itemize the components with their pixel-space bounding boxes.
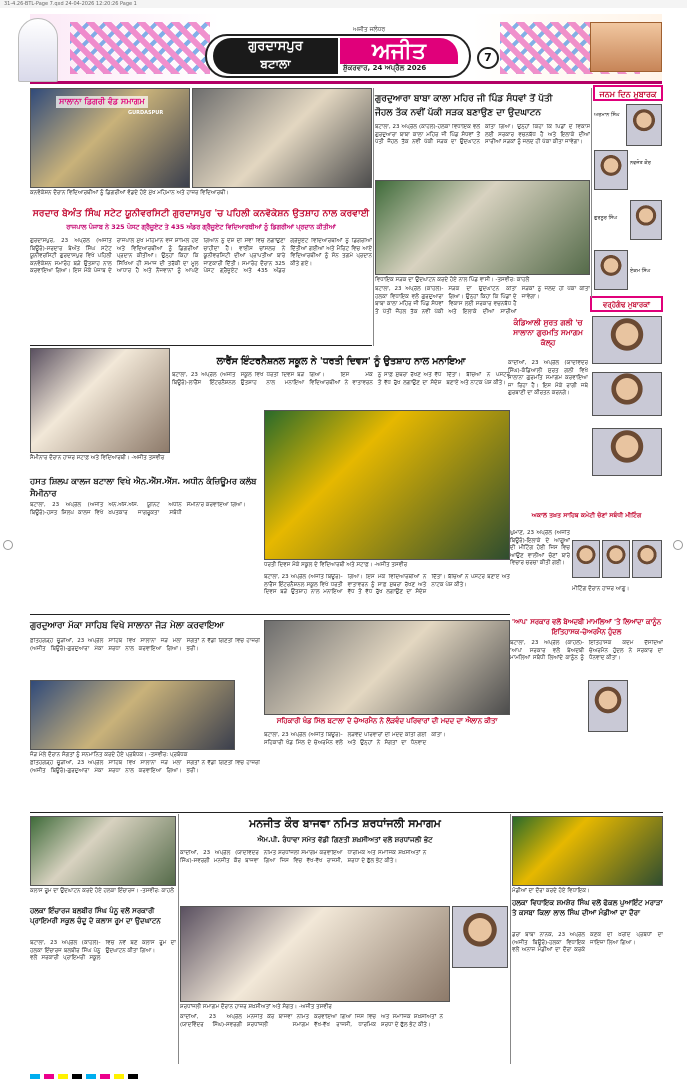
photo-banner-2: GURDASPUR bbox=[128, 110, 164, 116]
cooperative-body: ਬਟਾਲਾ, 23 ਅਪ੍ਰੈਲ (ਅਜੀਤ ਬਿਊਰੋ)-ਸਹਿਕਾਰੀ ਖੰਡ ਮਿੱਲ ਦੇ ਚੇਅਰਮੈਨ ਵਲੋਂ ਲੋੜਵੰਦ ਪਰਿਵਾਰਾਂ ਦੀ ਮਦਦ ਕੀਤੀ ਗਈ ਅਤੇ ਉਨ੍ਹਾਂ ਨੇ ਸੰਗਤਾਂ ਦਾ ਧੰਨਵਾਦ ਕੀਤਾ। bbox=[264, 732, 446, 746]
earth-day-body: ਬਟਾਲਾ, 23 ਅਪ੍ਰੈਲ (ਅਜੀਤ ਬਿਊਰੋ)-ਲਾਰੈਂਸ ਇੰਟਰਨੈਸ਼ਨਲ ਸਕੂਲ ਵਿਖੇ ਧਰਤੀ ਦਿਵਸ ਬੜੇ ਉਤਸ਼ਾਹ ਨਾਲ ਮਨਾਇਆ ਗਿਆ। ਇਸ ਮੌਕੇ ਵਿਦਿਆਰਥੀਆਂ ਨੇ ਵਾਤਾਵਰਨ ਨੂੰ ਸਾਫ਼ ਸੁਥਰਾ ਰੱਖਣ ਅਤੇ ਵੱਧ ਤੋਂ ਵੱਧ ਰੁੱਖ ਲਗਾਉਣ ਦਾ ਸੰਦੇਸ਼ ਦਿੱਤਾ। ਬੱਚਿਆਂ ਨੇ ਪੋਸਟਰ ਬਣਾਏ ਅਤੇ ਨਾਟਕ ਪੇਸ਼ ਕੀਤੇ। bbox=[172, 372, 510, 386]
classroom-headline: ਹਲਕਾ ਇੰਚਾਰਜ ਬਲਬੀਰ ਸਿੰਘ ਪੰਨੂ ਵਲੋਂ ਸਰਕਾਰੀ ਪ੍ਰਾਇਮਰੀ ਸਕੂਲ ਚੰਦੂ ਦੇ ਕਲਾਸ ਰੂਮ ਦਾ ਉਦਘਾਟਨ bbox=[30, 906, 161, 925]
earth-day-body-cont: ਬਟਾਲਾ, 23 ਅਪ੍ਰੈਲ (ਅਜੀਤ ਬਿਊਰੋ)-ਲਾਰੈਂਸ ਇੰਟਰਨੈਸ਼ਨਲ ਸਕੂਲ ਵਿਖੇ ਧਰਤੀ ਦਿਵਸ ਬੜੇ ਉਤਸ਼ਾਹ ਨਾਲ ਮਨਾਇਆ ਗਿਆ। ਇਸ ਮੌਕੇ ਵਿਦਿਆਰਥੀਆਂ ਨੇ ਵਾਤਾਵਰਨ ਨੂੰ ਸਾਫ਼ ਸੁਥਰਾ ਰੱਖਣ ਅਤੇ ਵੱਧ ਤੋਂ ਵੱਧ ਰੁੱਖ ਲਗਾਉਣ ਦਾ ਸੰਦੇਸ਼ ਦਿੱਤਾ। ਬੱਚਿਆਂ ਨੇ ਪੋਸਟਰ ਬਣਾਏ ਅਤੇ ਨਾਟਕ ਪੇਸ਼ ਕੀਤੇ। bbox=[264, 574, 510, 596]
jor-mela-photo bbox=[30, 680, 235, 750]
crop-mark-icon bbox=[3, 540, 13, 550]
gurmat-headline: ਕੰਡਿਆਲੀ ਸੁਰਤ ਗਲੀ 'ਚ ਸਾਲਾਨਾ ਗੁਰਮਤਿ ਸਮਾਗਮ ਕੱਲ੍ਹ bbox=[513, 318, 583, 347]
earth-day-headline: ਲਾਰੈਂਸ ਇੰਟਰਨੈਸ਼ਨਲ ਸਕੂਲ ਨੇ 'ਧਰਤੀ ਦਿਵਸ' ਨੂੰ ਉਤਸ਼ਾਹ ਨਾਲ ਮਨਾਇਆ bbox=[216, 356, 466, 367]
portrait-photo bbox=[452, 906, 508, 968]
classroom-body: ਬਟਾਲਾ, 23 ਅਪ੍ਰੈਲ (ਕਾਹਲੋਂ)-ਹਲਕਾ ਇੰਚਾਰਜ ਬਲਬੀਰ ਸਿੰਘ ਪੰਨੂ ਵਲੋਂ ਸਰਕਾਰੀ ਪ੍ਰਾਇਮਰੀ ਸਕੂਲ ਵਿਚ ਨਵੇਂ ਬਣੇ ਕਲਾਸ ਰੂਮ ਦਾ ਉਦਘਾਟਨ ਕੀਤਾ ਗਿਆ। bbox=[30, 940, 176, 962]
child-photo bbox=[594, 150, 628, 190]
classroom-photo bbox=[30, 816, 176, 886]
logo-tagline: ਅਜੀਤ ਜਲੰਧਰ bbox=[353, 26, 386, 33]
shardhanjali-headline: ਮਨਜੀਤ ਕੌਰ ਬਾਜਵਾ ਨਮਿਤ ਸ਼ਰਧਾਂਜਲੀ ਸਮਾਗਮ bbox=[249, 817, 441, 830]
shardhanjali-caption: ਸ਼ਰਧਾਂਜਲੀ ਸਮਾਗਮ ਦੌਰਾਨ ਹਾਜ਼ਰ ਸ਼ਖ਼ਸੀਅਤਾਂ ਅਤੇ ਸੰਗਤ। -ਅਜੀਤ ਤਸਵੀਰ bbox=[180, 1004, 332, 1010]
jor-mela-body-cont: ਫ਼ਤਿਹਗੜ੍ਹ ਚੂੜੀਆਂ, 23 ਅਪ੍ਰੈਲ (ਅਜੀਤ ਬਿਊਰੋ)-ਗੁਰਦੁਆਰਾ ਮੱਕਾ ਸਾਹਿਬ ਵਿਖੇ ਸਾਲਾਨਾ ਜੋੜ ਮੇਲਾ ਸ਼ਰਧਾ ਨਾਲ ਕਰਵਾਇਆ ਗਿਆ। ਸੰਗਤਾਂ ਨੇ ਵੱਡੀ ਗਿਣਤੀ ਵਿਚ ਹਾਜ਼ਰੀ ਭਰੀ। bbox=[30, 760, 260, 774]
color-registration-bar bbox=[30, 1072, 663, 1080]
heritage-building-icon bbox=[590, 22, 662, 72]
earth-day-photo bbox=[264, 410, 510, 560]
date-line: ਸ਼ੁੱਕਰਵਾਰ, 24 ਅਪ੍ਰੈਲ 2026 bbox=[343, 64, 427, 72]
chairman-photo bbox=[588, 680, 628, 732]
birthday-entry: ਗੁਰਨੂਰ ਸਿੰਘ bbox=[594, 215, 618, 221]
birthday-entry: ਨਵਜੋਤ ਕੌਰ bbox=[630, 160, 651, 166]
road-headline: ਗੁਰਦੁਆਰਾ ਬਾਬਾ ਕਾਲਾ ਮਹਿਰ ਜੀ ਪਿੰਡ ਸੰਧਵਾਂ ਤੋਂ ਪੱਤੀ ਜੌਹਲ ਤੱਕ ਨਵੀਂ ਪੱਕੀ ਸੜਕ ਬਣਾਉਣ ਦਾ ਉਦਘਾਟਨ bbox=[375, 94, 553, 118]
shardhanjali-photo bbox=[180, 906, 450, 1002]
divider bbox=[30, 614, 510, 615]
road-photo bbox=[375, 180, 590, 275]
road-body-cont: ਬਟਾਲਾ, 23 ਅਪ੍ਰੈਲ (ਕਾਹਲੋਂ)-ਹਲਕਾ ਵਿਧਾਇਕ ਵਲੋਂ ਗੁਰਦੁਆਰਾ ਬਾਬਾ ਕਾਲਾ ਮਹਿਰ ਜੀ ਪਿੰਡ ਸੰਧਵਾਂ ਤੋਂ ਪੱਤੀ ਜੌਹਲ ਤੱਕ ਨਵੀਂ ਪੱਕੀ ਸੜਕ ਦਾ ਉਦਘਾਟਨ ਕੀਤਾ ਗਿਆ। ਉਨ੍ਹਾਂ ਕਿਹਾ ਕਿ ਪਿੰਡਾਂ ਦੇ ਵਿਕਾਸ ਲਈ ਸਰਕਾਰ ਵਚਨਬੱਧ ਹੈ ਅਤੇ ਇਲਾਕੇ ਦੀਆਂ ਸਾਰੀਆਂ ਸੜਕਾਂ ਨੂੰ ਜਲਦ ਹੀ ਪੱਕਾ ਕੀਤਾ ਜਾਵੇਗਾ। bbox=[375, 286, 590, 315]
road-body: ਬਟਾਲਾ, 23 ਅਪ੍ਰੈਲ (ਕਾਹਲੋਂ)-ਹਲਕਾ ਵਿਧਾਇਕ ਵਲੋਂ ਗੁਰਦੁਆਰਾ ਬਾਬਾ ਕਾਲਾ ਮਹਿਰ ਜੀ ਪਿੰਡ ਸੰਧਵਾਂ ਤੋਂ ਪੱਤੀ ਜੌਹਲ ਤੱਕ ਨਵੀਂ ਪੱਕੀ ਸੜਕ ਦਾ ਉਦਘਾਟਨ ਕੀਤਾ ਗਿਆ। ਉਨ੍ਹਾਂ ਕਿਹਾ ਕਿ ਪਿੰਡਾਂ ਦੇ ਵਿਕਾਸ ਲਈ ਸਰਕਾਰ ਵਚਨਬੱਧ ਹੈ ਅਤੇ ਇਲਾਕੇ ਦੀਆਂ ਸਾਰੀਆਂ ਸੜਕਾਂ ਨੂੰ ਜਲਦ ਹੀ ਪੱਕਾ ਕੀਤਾ ਜਾਵੇਗਾ। bbox=[375, 124, 590, 146]
jor-mela-caption: ਜੋੜ ਮੇਲੇ ਦੌਰਾਨ ਸੰਗਤਾਂ ਨੂੰ ਸਨਮਾਨਿਤ ਕਰਦੇ ਹੋਏ ਪ੍ਰਬੰਧਕ। -ਤਸਵੀਰ: ਪ੍ਰਬੰਧਕ bbox=[30, 752, 188, 758]
shardhanjali-body: ਕਾਦੀਆਂ, 23 ਅਪ੍ਰੈਲ (ਯਾਦਵਿੰਦਰ ਸਿੰਘ)-ਸਵਰਗੀ ਮਨਜੀਤ ਕੌਰ ਬਾਜਵਾ ਨਮਿਤ ਸ਼ਰਧਾਂਜਲੀ ਸਮਾਗਮ ਕਰਵਾਇਆ ਗਿਆ ਜਿਸ ਵਿਚ ਵੱਖ-ਵੱਖ ਰਾਜਸੀ, ਧਾਰਮਿਕ ਅਤੇ ਸਮਾਜਿਕ ਸ਼ਖ਼ਸੀਅਤਾਂ ਨੇ ਸ਼ਰਧਾ ਦੇ ਫੁੱਲ ਭੇਟ ਕੀਤੇ। bbox=[180, 850, 427, 864]
column-rule bbox=[178, 814, 179, 1064]
edition-name: ਗੁਰਦਾਸਪੁਰ ਬਟਾਲਾ bbox=[213, 38, 338, 74]
mandi-caption: ਮੰਡੀਆਂ ਦਾ ਦੌਰਾ ਕਰਦੇ ਹੋਏ ਵਿਧਾਇਕ। bbox=[512, 888, 590, 894]
crop-mark-icon bbox=[673, 540, 683, 550]
seminar-headline: ਹਸਤ ਸ਼ਿਲਪ ਕਾਲਜ ਬਟਾਲਾ ਵਿਖੇ ਐਨ.ਐੱਸ.ਐੱਸ. ਅਧੀਨ ਕੰਜ਼ਿਊਮਰ ਕਲੱਬ ਸੈਮੀਨਾਰ bbox=[30, 476, 257, 498]
column-rule bbox=[373, 88, 374, 346]
couple-photo bbox=[592, 372, 662, 416]
seminar-photo bbox=[30, 348, 170, 453]
golden-temple-icon bbox=[18, 18, 58, 82]
birthday-entry: ਏਕਮ ਸਿੰਘ bbox=[630, 268, 651, 274]
aap-headline: 'ਆਪ' ਸਰਕਾਰ ਵਲੋਂ ਬੇਅਦਬੀ ਮਾਮਲਿਆਂ 'ਤੇ ਲਿਆਂਦਾ ਕਾਨੂੰਨ ਇਤਿਹਾਸਕ-ਚੇਅਰਮੈਨ ਹੁੰਦਲ bbox=[511, 618, 662, 636]
jor-mela-headline: ਗੁਰਦੁਆਰਾ ਮੱਕਾ ਸਾਹਿਬ ਵਿਖੇ ਸਾਲਾਨਾ ਜੋੜ ਮੇਲਾ ਕਰਵਾਇਆ bbox=[30, 621, 224, 631]
paper-name: ਅਜੀਤ bbox=[340, 38, 458, 64]
anniversary-heading: ਵਰ੍ਹੇਗੰਢ ਮੁਬਾਰਕਾਂ bbox=[590, 296, 663, 312]
child-photo bbox=[630, 200, 662, 240]
birthday-heading: ਜਨਮ ਦਿਨ ਮੁਬਾਰਕ bbox=[593, 85, 663, 101]
page-number: 7 bbox=[477, 47, 499, 69]
mandi-photo bbox=[512, 816, 663, 886]
child-photo bbox=[594, 250, 628, 290]
couple-photo bbox=[592, 428, 662, 476]
crop-body: ਡੇਰਾ ਬਾਬਾ ਨਾਨਕ, 23 ਅਪ੍ਰੈਲ (ਅਜੀਤ ਬਿਊਰੋ)-ਹਲਕਾ ਵਿਧਾਇਕ ਵਲੋਂ ਅਨਾਜ ਮੰਡੀਆਂ ਦਾ ਦੌਰਾ ਕਰਕੇ ਕਣਕ ਦੀ ਖ਼ਰੀਦ ਪ੍ਰਬੰਧਾਂ ਦਾ ਜਾਇਜ਼ਾ ਲਿਆ ਗਿਆ। bbox=[512, 932, 663, 954]
earth-day-caption: ਧਰਤੀ ਦਿਵਸ ਮੌਕੇ ਸਕੂਲ ਦੇ ਵਿਦਿਆਰਥੀ ਅਤੇ ਸਟਾਫ਼। -ਅਜੀਤ ਤਸਵੀਰ bbox=[264, 562, 408, 568]
divider bbox=[30, 345, 372, 346]
election-caption: ਮੀਟਿੰਗ ਦੌਰਾਨ ਹਾਜ਼ਰ ਆਗੂ। bbox=[572, 586, 630, 592]
shardhanjali-subheadline: ਐਮ.ਪੀ. ਰੰਧਾਵਾ ਸਮੇਤ ਵੱਡੀ ਗਿਣਤੀ ਸ਼ਖ਼ਸੀਅਤਾਂ ਵਲੋਂ ਸ਼ਰਧਾਂਜਲੀ ਭੇਟ bbox=[257, 836, 433, 844]
classroom-caption: ਕਲਾਸ ਰੂਮ ਦਾ ਉਦਘਾਟਨ ਕਰਦੇ ਹੋਏ ਹਲਕਾ ਇੰਚਾਰਜ। -ਤਸਵੀਰ: ਕਾਹਲੋਂ bbox=[30, 888, 174, 894]
paper-logo bbox=[205, 26, 471, 78]
photo-banner: ਸਾਲਾਨਾ ਡਿਗਰੀ ਵੰਡ ਸਮਾਗਮ bbox=[56, 96, 148, 108]
election-body: ਘੁਮਾਣ, 23 ਅਪ੍ਰੈਲ (ਅਜੀਤ ਬਿਊਰੋ)-ਇਲਾਕੇ ਦੇ ਆਗੂਆਂ ਦੀ ਮੀਟਿੰਗ ਹੋਈ ਜਿਸ ਵਿਚ ਆਉਣ ਵਾਲੀਆਂ ਚੋਣਾਂ ਬਾਰੇ ਵਿਚਾਰ ਚਰਚਾ ਕੀਤੀ ਗਈ। bbox=[510, 530, 570, 567]
shardhanjali-body-cont: ਕਾਦੀਆਂ, 23 ਅਪ੍ਰੈਲ (ਯਾਦਵਿੰਦਰ ਸਿੰਘ)-ਸਵਰਗੀ ਮਨਜੀਤ ਕੌਰ ਬਾਜਵਾ ਨਮਿਤ ਸ਼ਰਧਾਂਜਲੀ ਸਮਾਗਮ ਕਰਵਾਇਆ ਗਿਆ ਜਿਸ ਵਿਚ ਵੱਖ-ਵੱਖ ਰਾਜਸੀ, ਧਾਰਮਿਕ ਅਤੇ ਸਮਾਜਿਕ ਸ਼ਖ਼ਸੀਅਤਾਂ ਨੇ ਸ਼ਰਧਾ ਦੇ ਫੁੱਲ ਭੇਟ ਕੀਤੇ। bbox=[180, 1014, 443, 1028]
jor-mela-body: ਫ਼ਤਿਹਗੜ੍ਹ ਚੂੜੀਆਂ, 23 ਅਪ੍ਰੈਲ (ਅਜੀਤ ਬਿਊਰੋ)-ਗੁਰਦੁਆਰਾ ਮੱਕਾ ਸਾਹਿਬ ਵਿਖੇ ਸਾਲਾਨਾ ਜੋੜ ਮੇਲਾ ਸ਼ਰਧਾ ਨਾਲ ਕਰਵਾਇਆ ਗਿਆ। ਸੰਗਤਾਂ ਨੇ ਵੱਡੀ ਗਿਣਤੀ ਵਿਚ ਹਾਜ਼ਰੀ ਭਰੀ। bbox=[30, 638, 260, 652]
print-strip: 31-4.26-BTL-Page 7.qxd 24-04-2026 12:20:26 Page 1 bbox=[0, 0, 687, 8]
person-photo bbox=[572, 540, 600, 578]
gurmat-body: ਕਾਦੀਆਂ, 23 ਅਪ੍ਰੈਲ (ਯਾਦਵਿੰਦਰ ਸਿੰਘ)-ਕੰਡਿਆਲੀ ਸੁਰਤ ਗਲੀ ਵਿਖੇ ਸਾਲਾਨਾ ਗੁਰਮਤਿ ਸਮਾਗਮ ਕਰਵਾਇਆ ਜਾ ਰਿਹਾ ਹੈ। ਇਸ ਮੌਕੇ ਰਾਗੀ ਜਥੇ ਗੁਰਬਾਣੀ ਦਾ ਕੀਰਤਨ ਕਰਨਗੇ। bbox=[508, 360, 588, 397]
divider bbox=[30, 812, 663, 813]
election-headline: ਅਕਾਲ ਤਖ਼ਤ ਸਾਹਿਬ ਕਮੇਟੀ ਚੋਣਾਂ ਸਬੰਧੀ ਮੀਟਿੰਗ bbox=[531, 512, 642, 519]
lead-body: ਗੁਰਦਾਸਪੁਰ, 23 ਅਪ੍ਰੈਲ (ਅਜੀਤ ਬਿਊਰੋ)-ਸਰਦਾਰ ਬੇਅੰਤ ਸਿੰਘ ਸਟੇਟ ਯੂਨੀਵਰਸਿਟੀ ਗੁਰਦਾਸਪੁਰ ਵਿਖੇ ਪਹਿਲੀ ਕਨਵੋਕੇਸ਼ਨ ਸਮਾਰੋਹ ਬੜੇ ਉਤਸ਼ਾਹ ਨਾਲ ਕਰਵਾਇਆ ਗਿਆ। ਇਸ ਮੌਕੇ ਪੰਜਾਬ ਦੇ ਰਾਜਪਾਲ ਮੁੱਖ ਮਹਿਮਾਨ ਵਜੋਂ ਸ਼ਾਮਿਲ ਹੋਏ ਅਤੇ ਵਿਦਿਆਰਥੀਆਂ ਨੂੰ ਡਿਗਰੀਆਂ ਪ੍ਰਦਾਨ ਕੀਤੀਆਂ। ਉਨ੍ਹਾਂ ਕਿਹਾ ਕਿ ਸਿੱਖਿਆ ਹੀ ਸਮਾਜ ਦੀ ਤਰੱਕੀ ਦਾ ਮੂਲ ਆਧਾਰ ਹੈ ਅਤੇ ਨੌਜਵਾਨਾਂ ਨੂੰ ਆਪਣੇ ਗਿਆਨ ਨੂੰ ਦੇਸ਼ ਦੀ ਸੇਵਾ ਵਿਚ ਲਗਾਉਣਾ ਚਾਹੀਦਾ ਹੈ। ਵਾਈਸ ਚਾਂਸਲਰ ਨੇ ਯੂਨੀਵਰਸਿਟੀ ਦੀਆਂ ਪ੍ਰਾਪਤੀਆਂ ਬਾਰੇ ਜਾਣਕਾਰੀ ਦਿੱਤੀ। ਸਮਾਰੋਹ ਦੌਰਾਨ 325 ਪੋਸਟ ਗ੍ਰੈਜੂਏਟ ਅਤੇ 435 ਅੰਡਰ ਗ੍ਰੈਜੂਏਟ ਵਿਦਿਆਰਥੀਆਂ ਨੂੰ ਡਿਗਰੀਆਂ ਦਿੱਤੀਆਂ ਗਈਆਂ ਅਤੇ ਮੈਰਿਟ ਵਿਚ ਆਏ ਵਿਦਿਆਰਥੀਆਂ ਨੂੰ ਸੋਨ ਤਗਮੇ ਪ੍ਰਦਾਨ ਕੀਤੇ ਗਏ। bbox=[30, 238, 372, 275]
crop-headline: ਹਲਕਾ ਵਿਧਾਇਕ ਸ਼ਮਸ਼ੇਰ ਸਿੰਘ ਵਲੋਂ ਫੋਕਲ ਪੁਆਇੰਟ ਮਰਾੜਾ ਤੇ ਕਸਬਾ ਕਿਲਾ ਲਾਲ ਸਿੰਘ ਦੀਆਂ ਮੰਡੀਆਂ ਦਾ ਦੌਰਾ bbox=[512, 898, 663, 917]
column-rule bbox=[510, 814, 511, 1064]
couple-photo bbox=[592, 316, 662, 364]
cooperative-photo bbox=[264, 620, 510, 715]
person-photo bbox=[602, 540, 630, 578]
column-rule bbox=[591, 88, 592, 298]
cooperative-headline: ਸਹਿਕਾਰੀ ਖੰਡ ਮਿੱਲ ਬਟਾਲਾ ਦੇ ਚੇਅਰਮੈਨ ਨੇ ਲੋੜਵੰਦ ਪਰਿਵਾਰਾਂ ਦੀ ਮਦਦ ਦਾ ਐਲਾਨ ਕੀਤਾ bbox=[276, 717, 498, 725]
child-photo bbox=[626, 104, 662, 146]
seminar-caption: ਸੈਮੀਨਾਰ ਦੌਰਾਨ ਹਾਜ਼ਰ ਸਟਾਫ਼ ਅਤੇ ਵਿਦਿਆਰਥੀ। -ਅਜੀਤ ਤਸਵੀਰ bbox=[30, 455, 165, 461]
photo-caption: ਕਨਵੋਕੇਸ਼ਨ ਦੌਰਾਨ ਵਿਦਿਆਰਥੀਆਂ ਨੂੰ ਡਿਗਰੀਆਂ ਵੰਡਦੇ ਹੋਏ ਮੁੱਖ ਮਹਿਮਾਨ ਅਤੇ ਹਾਜ਼ਰ ਵਿਦਿਆਰਥੀ। bbox=[30, 190, 230, 196]
seminar-body: ਬਟਾਲਾ, 23 ਅਪ੍ਰੈਲ (ਅਜੀਤ ਬਿਊਰੋ)-ਹਸਤ ਸ਼ਿਲਪ ਕਾਲਜ ਵਿਖੇ ਐਨ.ਐੱਸ.ਐੱਸ. ਯੂਨਿਟ ਅਧੀਨ ਖ਼ਪਤਕਾਰ ਜਾਗਰੂਕਤਾ ਸਬੰਧੀ ਸੈਮੀਨਾਰ ਕਰਵਾਇਆ ਗਿਆ। bbox=[30, 502, 246, 516]
aap-body: ਬਟਾਲਾ, 23 ਅਪ੍ਰੈਲ (ਕਾਹਲੋਂ)-'ਆਪ' ਸਰਕਾਰ ਵਲੋਂ ਬੇਅਦਬੀ ਮਾਮਲਿਆਂ ਸਬੰਧੀ ਲਿਆਂਦੇ ਕਾਨੂੰਨ ਨੂੰ ਇਤਿਹਾਸਕ ਕਦਮ ਦੱਸਦਿਆਂ ਚੇਅਰਮੈਨ ਹੁੰਦਲ ਨੇ ਸਰਕਾਰ ਦਾ ਧੰਨਵਾਦ ਕੀਤਾ। bbox=[510, 640, 663, 662]
lead-headline: ਸਰਦਾਰ ਬੇਅੰਤ ਸਿੰਘ ਸਟੇਟ ਯੂਨੀਵਰਸਿਟੀ ਗੁਰਦਾਸਪੁਰ 'ਚ ਪਹਿਲੀ ਕਨਵੋਕੇਸ਼ਨ ਉਤਸ਼ਾਹ ਨਾਲ ਕਰਵਾਈ bbox=[32, 208, 370, 219]
convocation-photo-right bbox=[192, 88, 372, 188]
person-photo bbox=[632, 540, 662, 578]
lead-subheadline: ਰਾਜਪਾਲ ਪੰਜਾਬ ਨੇ 325 ਪੋਸਟ ਗ੍ਰੈਜੂਏਟ ਤੇ 435 ਅੰਡਰ ਗ੍ਰੈਜੂਏਟ ਵਿਦਿਆਰਥੀਆਂ ਨੂੰ ਡਿਗਰੀਆਂ ਪ੍ਰਦਾਨ ਕੀਤੀਆਂ bbox=[66, 223, 336, 231]
road-caption: ਵਿਧਾਇਕ ਸੜਕ ਦਾ ਉਦਘਾਟਨ ਕਰਦੇ ਹੋਏ ਨਾਲ ਪਿੰਡ ਵਾਸੀ। -ਤਸਵੀਰ: ਕਾਹਲੋਂ bbox=[375, 277, 530, 283]
birthday-entry: ਅਰਮਾਨ ਸਿੰਘ bbox=[594, 112, 620, 118]
